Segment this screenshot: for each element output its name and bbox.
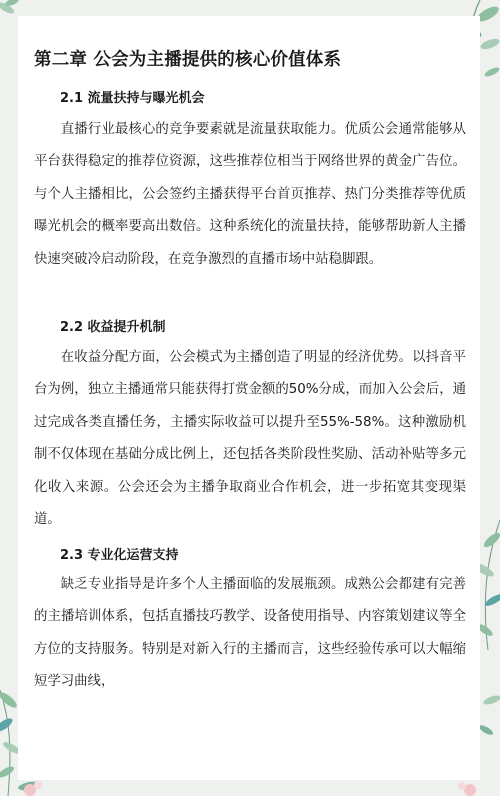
document-page	[18, 16, 480, 780]
section-paragraph: 缺乏专业指导是许多个人主播面临的发展瓶颈。成熟公会都建有完善的主播培训体系，包括直播技巧教学、设备使用指导、内容策划建议等全方位的支持服务。特别是对新入行的主播而言，这些经验传承可以大幅缩短学习曲线，	[34, 577, 466, 690]
section-heading: 2.3 专业化运营支持	[60, 548, 179, 563]
leaf-branch-icon	[0, 0, 20, 16]
section-paragraph: 直播行业最核心的竞争要素就是流量获取能力。优质公会通常能够从平台获得稳定的推荐位资源，这些推荐位相当于网络世界的黄金广告位。与个人主播相比，公会签约主播获得平台首页推荐、热门分类推荐等优质曝光机会的概率要高出数倍。这种系统化的流量扶持，能够帮助新人主播快速突破冷启动阶段，在竞争激烈的直播市场中站稳脚跟。	[34, 122, 466, 267]
section-heading: 2.2 收益提升机制	[60, 320, 166, 335]
section-heading: 2.1 流量扶持与曝光机会	[60, 91, 205, 106]
chapter-title: 第二章 公会为主播提供的核心价值体系	[34, 50, 342, 70]
blossom-icon	[24, 781, 476, 796]
section-paragraph: 在收益分配方面，公会模式为主播创造了明显的经济优势。以抖音平台为例，独立主播通常只能获得打赏金额的50%分成，而加入公会后，通过完成各类直播任务，主播实际收益可以提升至55%-58%。这种激励机制不仅体现在基础分成比例上，还包括各类阶段性奖励、活动补贴等多元化收入来源。公会还会为主播争取商业合作机会，进一步拓宽其变现渠道。	[34, 350, 466, 528]
